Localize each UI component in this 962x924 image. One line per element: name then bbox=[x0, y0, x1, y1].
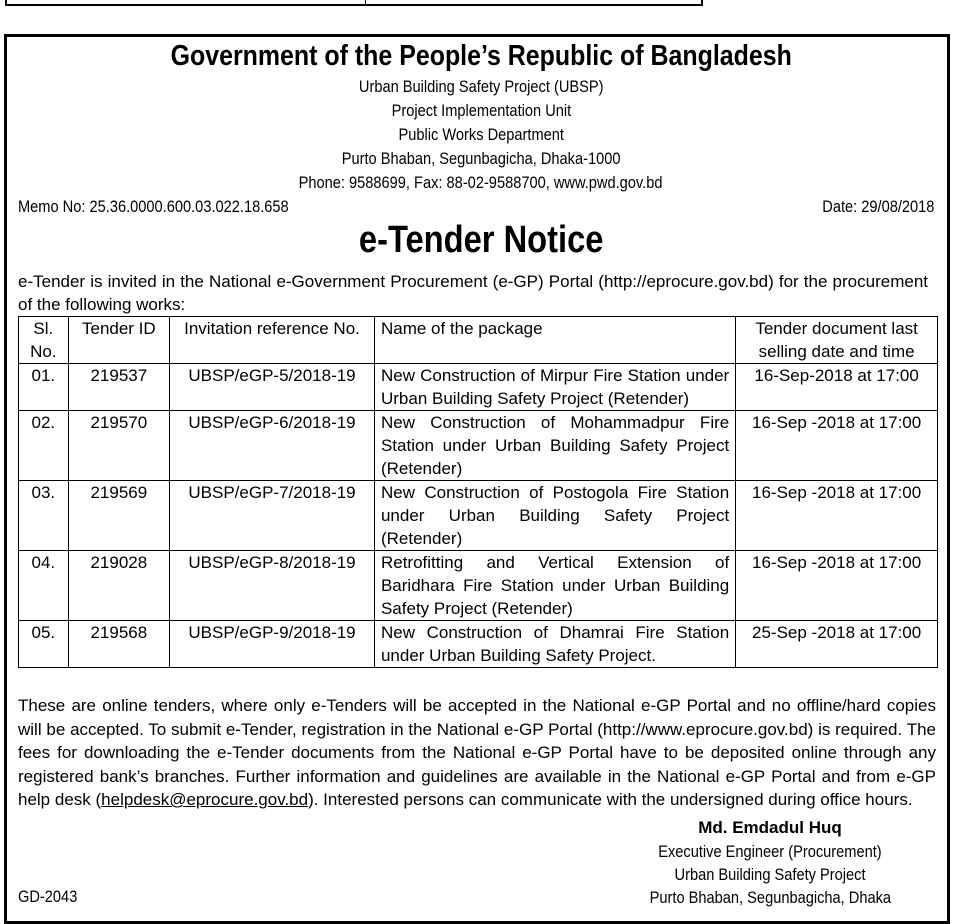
signatory-address: Purto Bhaban, Segunbagicha, Dhaka bbox=[649, 888, 891, 907]
header-tender-id: Tender ID bbox=[68, 317, 169, 364]
government-title: Government of the People’s Republic of Bangladesh bbox=[170, 40, 792, 72]
table-row bbox=[19, 481, 938, 551]
cell-reference: UBSP/eGP-6/2018-19 bbox=[170, 411, 375, 481]
memo-number: Memo No: 25.36.0000.600.03.022.18.658 bbox=[18, 197, 289, 216]
cell-sl: 01. bbox=[19, 364, 69, 411]
cell-package: New Construction of Dhamrai Fire Station under Urban Building Safety Project. bbox=[374, 621, 735, 668]
signatory-name: Md. Emdadul Huq bbox=[698, 818, 842, 837]
department-name: Public Works Department bbox=[398, 125, 564, 144]
instructions-paragraph bbox=[18, 694, 936, 812]
signatory-designation: Executive Engineer (Procurement) bbox=[658, 842, 882, 861]
tender-table bbox=[18, 316, 938, 668]
unit-name: Project Implementation Unit bbox=[391, 101, 571, 120]
header-date: Tender document last selling date and time bbox=[736, 317, 938, 364]
header-package: Name of the package bbox=[374, 317, 735, 364]
cell-sl: 05. bbox=[19, 621, 69, 668]
project-name: Urban Building Safety Project (UBSP) bbox=[358, 77, 604, 96]
cell-tender-id: 219537 bbox=[68, 364, 169, 411]
cell-tender-id: 219568 bbox=[68, 621, 169, 668]
table-row bbox=[19, 621, 938, 668]
table-row bbox=[19, 551, 938, 621]
top-adjacent-ad-border bbox=[5, 0, 703, 6]
cell-package: New Construction of Mohammadpur Fire Station under Urban Building Safety Project (Retender) bbox=[374, 411, 735, 481]
signatory-project: Urban Building Safety Project bbox=[674, 865, 866, 884]
cell-package: New Construction of Mirpur Fire Station under Urban Building Safety Project (Retender) bbox=[374, 364, 735, 411]
notice-date: Date: 29/08/2018 bbox=[821, 197, 934, 216]
cell-reference: UBSP/eGP-5/2018-19 bbox=[170, 364, 375, 411]
header-reference: Invitation reference No. bbox=[170, 317, 375, 364]
office-address: Purto Bhaban, Segunbagicha, Dhaka-1000 bbox=[341, 149, 621, 168]
cell-package: New Construction of Postogola Fire Station under Urban Building Safety Project (Retender) bbox=[374, 481, 735, 551]
cell-sl: 03. bbox=[19, 481, 69, 551]
helpdesk-email-link[interactable]: helpdesk@eprocure.gov.bd bbox=[101, 790, 309, 809]
cell-sl: 04. bbox=[19, 551, 69, 621]
instructions-text: These are online tenders, where only e-Tenders will be accepted in the National e-GP Portal and no offline/hard copies will be accepted. To submit e-Tender, registration in the National e-GP Portal (http://www.eprocure.gov.bd) is required. The fees for downloading the e-Tender documents from the National e-GP Portal have to be deposited online through any registered bank’s branches. Further information and guidelines are available in the National e-GP Portal and from e-GP help desk ( bbox=[18, 696, 936, 809]
cell-date: 16-Sep-2018 at 17:00 bbox=[736, 364, 938, 411]
cell-tender-id: 219570 bbox=[68, 411, 169, 481]
notice-title: e-Tender Notice bbox=[358, 219, 604, 261]
cell-tender-id: 219569 bbox=[68, 481, 169, 551]
cell-reference: UBSP/eGP-9/2018-19 bbox=[170, 621, 375, 668]
intro-paragraph: e-Tender is invited in the National e-Government Procurement (e-GP) Portal (http://eprocure.gov.bd) for the procurement of the following works: bbox=[18, 272, 928, 314]
top-adjacent-ad-divider bbox=[365, 0, 366, 4]
cell-date: 16-Sep -2018 at 17:00 bbox=[736, 551, 938, 621]
cell-date: 25-Sep -2018 at 17:00 bbox=[736, 621, 938, 668]
cell-reference: UBSP/eGP-8/2018-19 bbox=[170, 551, 375, 621]
table-row bbox=[19, 364, 938, 411]
instructions-text-end: ). Interested persons can communicate with the undersigned during office hours. bbox=[308, 790, 913, 809]
cell-reference: UBSP/eGP-7/2018-19 bbox=[170, 481, 375, 551]
table-row bbox=[19, 411, 938, 481]
gd-number: GD-2043 bbox=[18, 887, 78, 906]
table-header-row bbox=[19, 317, 938, 364]
cell-tender-id: 219028 bbox=[68, 551, 169, 621]
cell-sl: 02. bbox=[19, 411, 69, 481]
contact-info: Phone: 9588699, Fax: 88-02-9588700, www.pwd.gov.bd bbox=[299, 173, 663, 192]
cell-date: 16-Sep -2018 at 17:00 bbox=[736, 481, 938, 551]
cell-package: Retrofitting and Vertical Extension of Baridhara Fire Station under Urban Building Safety Project (Retender) bbox=[374, 551, 735, 621]
cell-date: 16-Sep -2018 at 17:00 bbox=[736, 411, 938, 481]
header-sl: Sl. No. bbox=[19, 317, 69, 364]
